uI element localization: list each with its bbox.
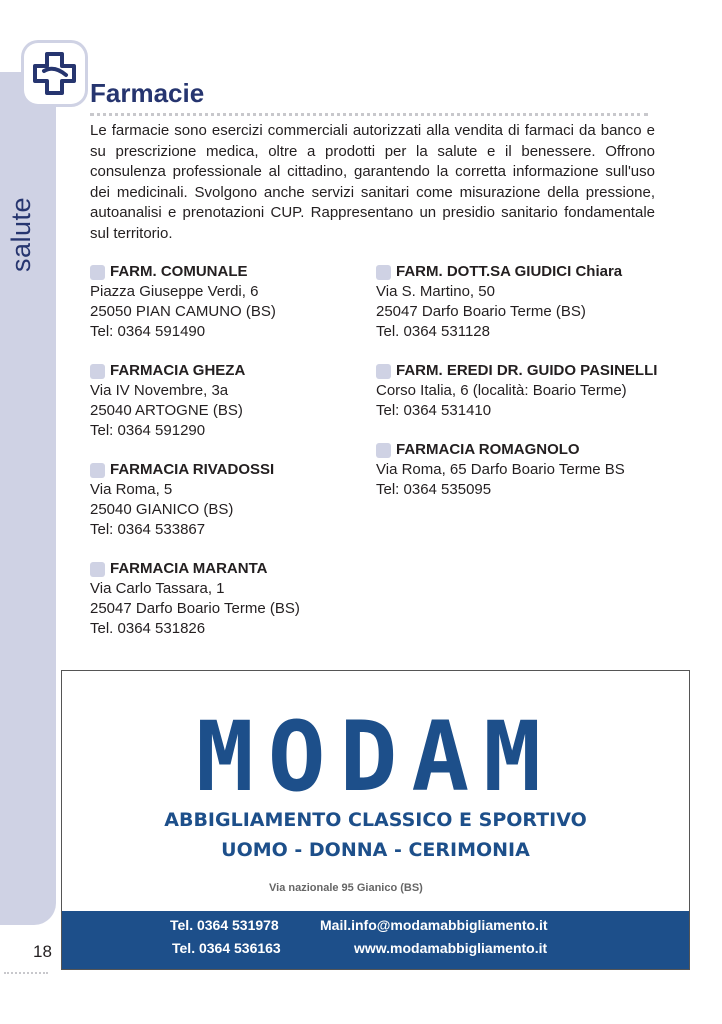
ad-tagline: ABBIGLIAMENTO CLASSICO E SPORTIVO: [164, 809, 587, 831]
intro-paragraph: Le farmacie sono esercizi commerciali autorizzati alla vendita di farmaci da banco e su prescrizione medica, oltre a prodotti per la salute e il benessere. Offrono consulenza professionale al cittadino, garantendo la corretta informazione sull'uso dei medicinali. Svolgono anche servizi sanitari come misurazione della pressione, autoanalisi e prenotazioni CUP. Rappresentano un presidio sanitario fondamentale sul territorio.: [90, 122, 655, 242]
bullet-square: [376, 443, 391, 458]
pharmacy-entry: [90, 559, 300, 639]
pharmacy-city: 25047 Darfo Boario Terme (BS): [90, 600, 300, 617]
ad-phone: Tel. 0364 531978: [170, 917, 279, 933]
pharmacy-name: FARMACIA GHEZA: [110, 362, 246, 379]
pharmacy-entry: [90, 460, 274, 540]
ad-website: www.modamabbigliamento.it: [354, 940, 548, 956]
pharmacy-phone: Tel: 0364 531410: [376, 402, 492, 419]
advertisement-box: [61, 670, 690, 970]
pharmacy-phone: Tel. 0364 531826: [90, 620, 206, 637]
pharmacy-name: FARM. DOTT.SA GIUDICI Chiara: [396, 263, 623, 280]
pharmacy-address: Corso Italia, 6 (località: Boario Terme): [376, 382, 627, 399]
footer-divider: [4, 972, 48, 974]
pharmacy-city: 25040 ARTOGNE (BS): [90, 402, 243, 419]
ad-phone-secondary: Tel. 0364 536163: [172, 940, 281, 956]
pharmacy-address: Via Roma, 5: [90, 481, 173, 498]
pharmacy-entry: [376, 440, 625, 500]
pharmacy-address: Via Carlo Tassara, 1: [90, 580, 225, 597]
section-sidebar: [0, 72, 56, 925]
ad-contact-band: [62, 911, 689, 969]
pharmacy-address: Via Roma, 65 Darfo Boario Terme BS: [376, 461, 625, 478]
ad-address: Via nazionale 95 Gianico (BS): [269, 882, 423, 894]
pharmacy-phone: Tel: 0364 591490: [90, 323, 206, 340]
bullet-square: [376, 265, 391, 280]
pharmacy-name: FARMACIA MARANTA: [110, 560, 268, 577]
bullet-square: [376, 364, 391, 379]
bullet-square: [90, 265, 105, 280]
ad-tagline-secondary: UOMO - DONNA - CERIMONIA: [221, 839, 530, 861]
page-title: Farmacie: [90, 78, 205, 108]
pharmacy-entry: [376, 262, 622, 342]
title-divider: [90, 113, 648, 116]
pharmacy-city: 25050 PIAN CAMUNO (BS): [90, 303, 276, 320]
pharmacy-city: 25040 GIANICO (BS): [90, 501, 234, 518]
bullet-square: [90, 562, 105, 577]
pharmacy-name: FARMACIA RIVADOSSI: [110, 461, 275, 478]
bullet-square: [90, 463, 105, 478]
pharmacy-address: Piazza Giuseppe Verdi, 6: [90, 283, 259, 300]
pharmacy-address: Via S. Martino, 50: [376, 283, 495, 300]
pharmacy-address: Via IV Novembre, 3a: [90, 382, 229, 399]
page-number: 18: [33, 942, 52, 961]
pharmacy-name: FARM. EREDI DR. GUIDO PASINELLI: [396, 362, 658, 379]
section-label: salute: [6, 196, 36, 272]
medical-cross-icon: [24, 43, 85, 104]
pharmacy-name: FARM. COMUNALE: [110, 263, 248, 280]
pharmacy-phone: Tel. 0364 531128: [376, 323, 490, 340]
pharmacy-phone: Tel: 0364 591290: [90, 422, 206, 439]
pharmacy-phone: Tel: 0364 533867: [90, 521, 206, 538]
pharmacy-entry: [376, 361, 657, 421]
pharmacy-phone: Tel: 0364 535095: [376, 481, 492, 498]
pharmacy-entry: [90, 262, 276, 342]
pharmacy-entry: [90, 361, 245, 441]
pharmacy-city: 25047 Darfo Boario Terme (BS): [376, 303, 586, 320]
pharmacy-name: FARMACIA ROMAGNOLO: [396, 441, 580, 458]
bullet-square: [90, 364, 105, 379]
brand-logo: MODAM: [196, 701, 555, 813]
ad-email: Mail.info@modamabbigliamento.it: [320, 917, 548, 933]
